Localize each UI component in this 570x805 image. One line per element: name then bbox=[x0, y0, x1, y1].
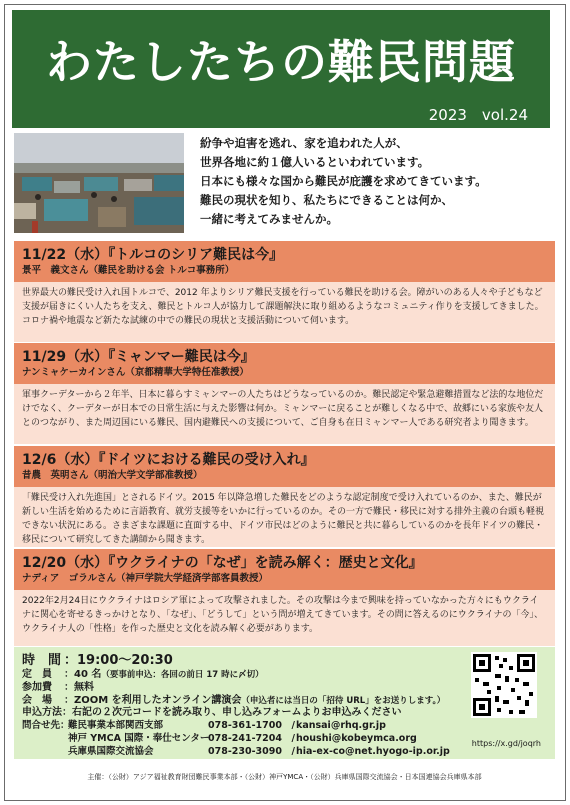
session-speaker: ナンミャケーカインさん（京都精華大学特任准教授） bbox=[22, 367, 249, 378]
fee-label: 参加費 bbox=[22, 682, 52, 693]
session-header bbox=[14, 446, 555, 487]
contact-tel: 078-241-7204 / bbox=[208, 733, 295, 744]
session-title: 11/22（水）『トルコのシリア難民は今』 bbox=[22, 247, 284, 263]
session-3 bbox=[14, 446, 555, 547]
venue-note: （申込者には当日の「招待 URL」をお送りします。） bbox=[241, 696, 446, 706]
capacity-value: ：40 名 bbox=[64, 669, 102, 680]
contact-org: 兵庫県国際交流協会 bbox=[68, 746, 154, 757]
apply-method: 申込方法：右記の２次元コードを読み取り、申し込みフォームよりお申込みください bbox=[22, 707, 402, 718]
volume-label: 2023 vol.24 bbox=[428, 106, 528, 124]
time-row bbox=[22, 653, 445, 668]
session-title: 11/29（水）『ミャンマー難民は今』 bbox=[22, 349, 255, 365]
qr-url[interactable]: https://x.gd/joqrh bbox=[471, 739, 541, 748]
session-speaker: 景平 義文さん（難民を助ける会 トルコ事務所） bbox=[22, 265, 235, 276]
intro-line: 紛争や迫害を逃れ、家を追われた人が、 bbox=[200, 136, 408, 150]
session-header bbox=[14, 343, 555, 384]
contact-list bbox=[22, 719, 450, 758]
contact-tel: 078-230-3090 / bbox=[208, 746, 295, 757]
venue-label: 会 場 bbox=[22, 695, 52, 706]
session-description: 2022年2月24日にウクライナはロシア軍によって攻撃されました。その攻撃は今まで興味を持っていなかった方々にもウクライナに関心を寄せるきっかけとなり、「なぜ」、「どうして」という問が増えてきています。その問に答えるのにウクライナの「今」、ウクライナ人の「性格」を作った歴史と文化を読み解く必要があります。 bbox=[22, 596, 544, 634]
contact-org: 神戸 YMCA 国際・奉仕センター bbox=[68, 733, 210, 744]
intro-line: 日本にも様々な国から難民が庇護を求めてきています。 bbox=[200, 174, 487, 188]
contact-email[interactable]: hia-ex-co@net.hyogo-ip.or.jp bbox=[296, 746, 450, 757]
contact-label: 問合せ先： bbox=[22, 720, 70, 731]
session-title: 12/6（水）『ドイツにおける難民の受け入れ』 bbox=[22, 452, 315, 468]
capacity-note: （要事前申込：各回の前日 17 時に〆切） bbox=[101, 670, 264, 680]
session-speaker: ナディア ゴラルさん（神戸学院大学経済学部客員教授） bbox=[22, 573, 268, 584]
session-description: 「難民受け入れ先進国」とされるドイツ。2015 年以降急増した難民をどのような認定制度で受け入れているのか、また、難民が新しい生活を始めるために言語教育、就労支援等をいかに行っているのか。その一方で難民・移民に対する排外主義の台頭も軽視できない状況にある。さまざまな課題に直面する中、ドイツ市民はどのように難民と共に暮らしているのかを長年ドイツの難民・移民について研究してきた講師から聞きます。 bbox=[22, 493, 545, 545]
fee-value: ：無料 bbox=[64, 682, 94, 693]
intro-text bbox=[200, 134, 550, 229]
contact-row bbox=[22, 732, 450, 745]
contact-email[interactable]: kansai@rhq.gr.jp bbox=[296, 720, 386, 731]
session-body bbox=[14, 384, 555, 444]
session-header bbox=[14, 549, 555, 590]
event-info-panel bbox=[14, 647, 555, 759]
footer-organizers: 主催：（公財）アジア福祉教育財団難民事業本部・（公財）神戸YMCA・（公財）兵庫県国際交流協会・日本国連協会兵庫県本部 bbox=[87, 773, 482, 781]
capacity-label: 定 員 bbox=[22, 669, 52, 680]
qr-code[interactable] bbox=[471, 652, 537, 718]
session-1 bbox=[14, 241, 555, 342]
venue-value: ：ZOOM を利用したオンライン講演会 bbox=[64, 695, 242, 706]
intro-line: 難民の現状を知り、私たちにできることは何か、 bbox=[200, 193, 453, 207]
time-value: ：19:00～20:30 bbox=[64, 653, 173, 668]
header-banner bbox=[12, 10, 550, 128]
fee-row bbox=[22, 681, 445, 694]
session-4 bbox=[14, 549, 555, 646]
capacity-row bbox=[22, 668, 445, 681]
session-description: 世界最大の難民受け入れ国トルコで、2012 年よりシリア難民支援を行っている難民を助ける会。障がいのある人々や子どもなど支援が届きにくい人たちを支え、難民とトルコ人が協力して課題解決に取り組めるようなコミュニティ作りを支援してきました。コロナ禍や地震など新たな試練の中での難民の現状と支援活動について伺います。 bbox=[22, 288, 544, 326]
contact-row bbox=[22, 745, 450, 758]
contact-org: 難民事業本部関西支部 bbox=[68, 720, 164, 731]
contact-row bbox=[22, 719, 450, 732]
intro-line: 世界各地に約１億人いるといわれています。 bbox=[200, 155, 430, 169]
session-header bbox=[14, 241, 555, 282]
session-2 bbox=[14, 343, 555, 444]
session-speaker: 昔農 英明さん（明治大学文学部准教授） bbox=[22, 470, 203, 481]
refugee-camp-photo bbox=[14, 133, 184, 233]
session-description: 軍事クーデターから２年半、日本に暮らすミャンマーの人たちはどうなっているのか。難民認定や緊急避難措置など法的な地位だけでなく、クーデターが日本での日常生活に与えた影響は何か。ミャンマーに戻ることが難しくなる中で、故郷にいる家族や友人とのつながり、また周辺国にいる難民、国内避難民への支援について、ご自身も在日ミャンマー人である研究者より聞きます。 bbox=[22, 390, 544, 428]
time-label: 時 間 bbox=[22, 653, 62, 668]
page-title: わたしたちの難民問題 bbox=[46, 35, 516, 89]
contact-tel: 078-361-1700 / bbox=[208, 720, 295, 731]
session-body bbox=[14, 282, 555, 342]
contact-email[interactable]: houshi@kobeymca.org bbox=[296, 733, 417, 744]
intro-line: 一緒に考えてみませんか。 bbox=[200, 212, 338, 226]
session-body bbox=[14, 590, 555, 646]
session-title: 12/20（水）『ウクライナの「なぜ」を読み解く：歴史と文化』 bbox=[22, 555, 423, 571]
session-body bbox=[14, 487, 555, 547]
